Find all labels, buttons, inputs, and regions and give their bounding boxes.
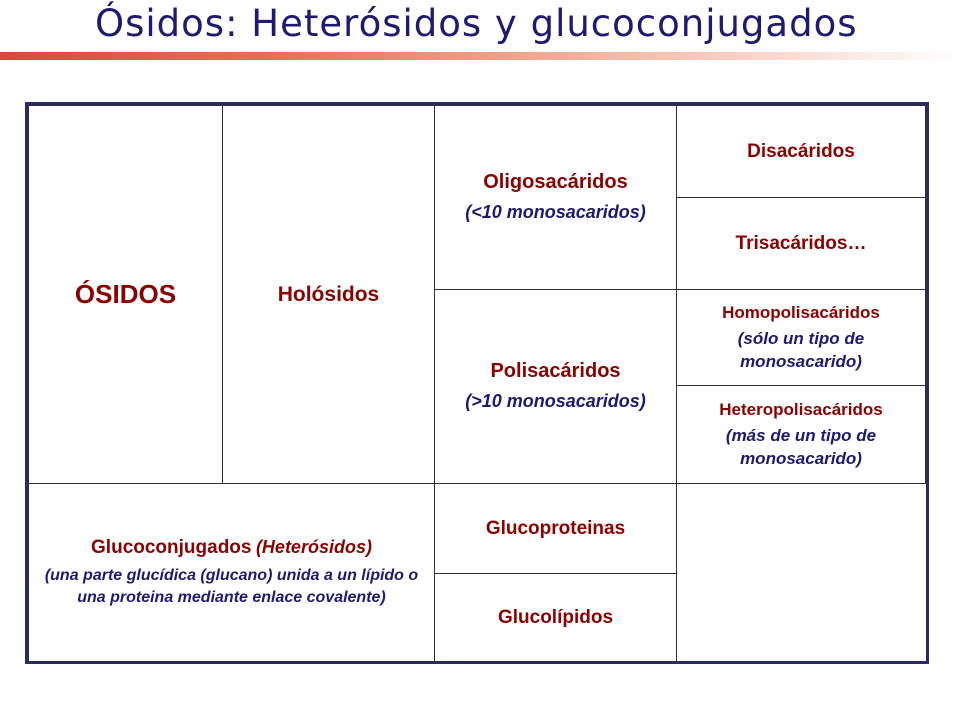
cell-holosidos: Holósidos <box>223 106 435 484</box>
cell-heteropolisacaridos <box>677 386 926 484</box>
homopolisacaridos-label: Homopolisacáridos <box>722 302 880 322</box>
heteropolisacaridos-label: Heteropolisacáridos <box>719 399 883 419</box>
glucoconjugados-detail: (una parte glucídica (glucano) unida a un lípido o una proteina mediante enlace covalente) <box>44 566 419 606</box>
oligosacaridos-label: Oligosacáridos <box>483 171 628 193</box>
cell-disacaridos: Disacáridos <box>677 106 926 198</box>
title-underline <box>0 52 960 60</box>
cell-polisacaridos <box>435 290 677 484</box>
cell-homopolisacaridos <box>677 290 926 386</box>
glucoconjugados-alias: (Heterósidos) <box>255 536 372 557</box>
cell-glucoproteinas: Glucoproteinas <box>435 484 677 574</box>
glucoconjugados-label: Glucoconjugados <box>91 536 252 558</box>
cell-glucolipidos: Glucolípidos <box>435 574 677 662</box>
page-title: Ósidos: Heterósidos y glucoconjugados <box>95 2 858 45</box>
oligosacaridos-detail: (<10 monosacaridos) <box>465 202 646 222</box>
heteropolisacaridos-detail: (más de un tipo de monosacarido) <box>725 425 877 468</box>
polisacaridos-label: Polisacáridos <box>490 360 621 382</box>
classification-table <box>25 102 929 664</box>
homopolisacaridos-detail: (sólo un tipo de monosacarido) <box>737 328 865 371</box>
cell-glucoconjugados <box>29 484 435 662</box>
cell-osidos: ÓSIDOS <box>29 106 223 484</box>
polisacaridos-detail: (>10 monosacaridos) <box>465 391 646 411</box>
cell-oligosacaridos <box>435 106 677 290</box>
cell-trisacaridos: Trisacáridos… <box>677 198 926 290</box>
